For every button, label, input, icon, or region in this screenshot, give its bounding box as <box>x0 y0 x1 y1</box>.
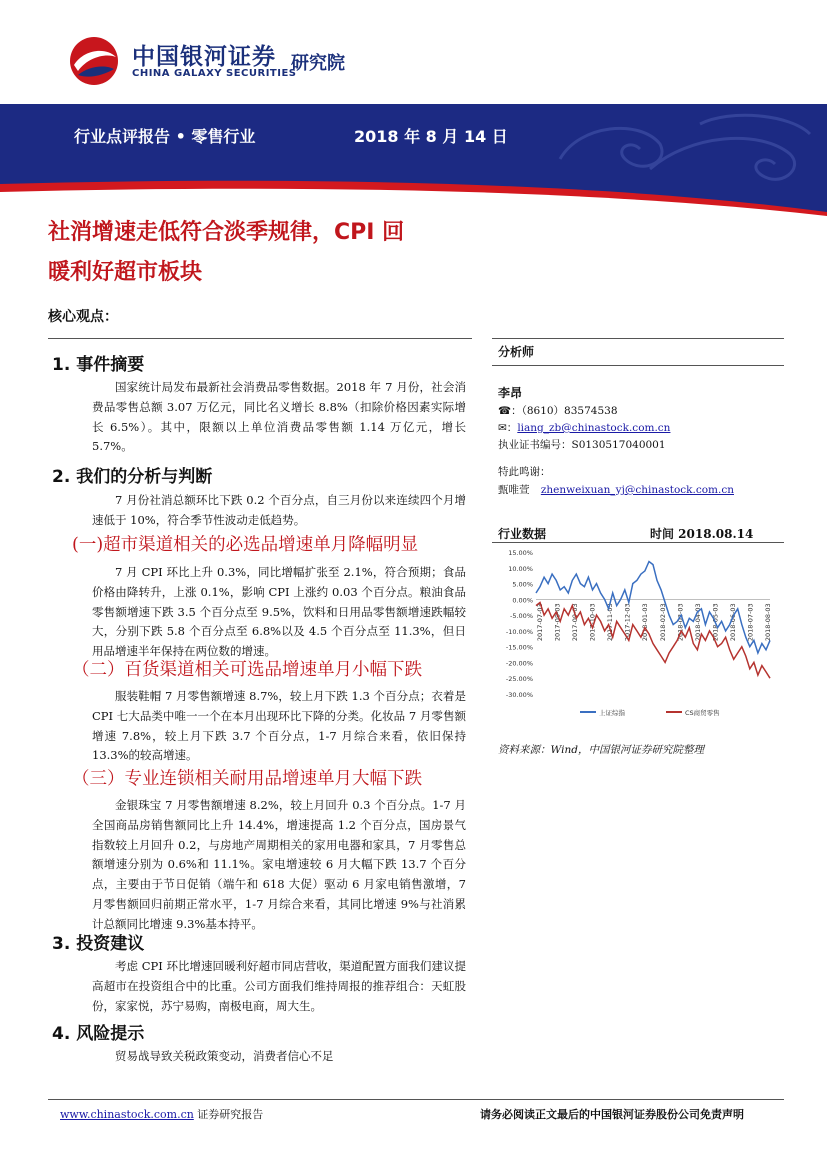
title-line-2: 暖利好超市板块 <box>48 260 203 285</box>
x-tick-label: 2017-10-03 <box>588 603 597 642</box>
footer-left-suffix: 证券研究报告 <box>193 1108 264 1121</box>
analyst-email-link[interactable]: liang_zb@chinastock.com.cn <box>517 422 671 434</box>
subsection-heading: （二）百货渠道相关可选品增速单月小幅下跌 <box>72 660 422 680</box>
section-heading: 3. 投资建议 <box>52 934 145 954</box>
analyst-email-row <box>498 420 670 435</box>
analyst-phone: ☎：（8610）83574538 <box>498 405 618 417</box>
email-icon: ✉： <box>498 422 518 434</box>
thanks-name: 甄唯萱 <box>498 484 530 496</box>
galaxy-logo-icon <box>68 35 120 87</box>
x-tick-label: 2018-04-03 <box>693 603 702 642</box>
x-tick-label: 2017-07-03 <box>536 603 544 642</box>
x-tick-label: 2017-11-03 <box>606 603 615 642</box>
industry-data-label: 行业数据 <box>498 527 547 541</box>
company-name-cn: 中国银河证券 <box>132 44 276 70</box>
thanks-label: 特此鸣谢： <box>498 466 551 478</box>
body-paragraph: 金银珠宝 7 月零售额增速 8.2%，较上月回升 0.3 个百分点。1-7 月全国商品房销售额同比上升 14.4%，增速提高 1.2 个百分点，国房景气指数较上月回升 0.2，与房地产周期相关的家用电器和家具，7 月零售总额增速分别为 0.6%和 11.1%。家电增速较 6 月大幅下跌 13.7 个百分点，主要由于节日促销（端午和 618 大促）驱动 6 月家电销售激增，7 月零售额回归前期正常水平，1-7 月综合来看，其同比增速 9%与社消累计总额同比增速 9.3%基本持平。 <box>92 798 466 931</box>
body-paragraph: 国家统计局发布最新社会消费品零售数据。2018 年 7 月份，社会消费品零售总额 3.07 万亿元，同比名义增长 8.8%（扣除价格因素实际增长 6.5%）。其中，限额以上单位消费品零售额 1.14 万亿元，增长 5.7%。 <box>92 380 466 454</box>
y-tick-label: -25.00% <box>505 675 533 684</box>
analyst-name: 李昂 <box>498 386 523 400</box>
chart-source: 资料来源：Wind，中国银河证券研究院整理 <box>498 744 704 756</box>
core-view-label: 核心观点： <box>48 309 118 325</box>
y-tick-label: -30.00% <box>505 691 533 699</box>
footer-left <box>60 1106 263 1122</box>
analyst-cert: 执业证书编号：S0130517040001 <box>498 439 666 451</box>
y-tick-label: 15.00% <box>508 549 533 557</box>
report-title <box>48 214 478 292</box>
body-paragraph: 7 月 CPI 环比上升 0.3%，同比增幅扩张至 2.1%，符合预期；食品价格由降转升，上涨 0.1%，影响 CPI 上涨约 0.03 个百分点。粮油食品零售额增速下跌 3.5 个百分点至 9.5%，饮料和日用品零售额增速跌幅较大，分别下跌 5.8 个百分点至 6.8%以及 4.5 个百分点至 11.3%，但日用品增速半年保持在两位数的增速。 <box>92 565 466 659</box>
industry-data-time: 时间 2018.08.14 <box>650 527 754 541</box>
x-tick-label: 2017-08-03 <box>553 603 562 642</box>
legend-label: 上证综指 <box>599 709 625 717</box>
report-type: 行业点评报告 • 零售行业 <box>74 127 256 146</box>
body-paragraph: 7 月份社消总额环比下跌 0.2 个百分点，自三月份以来连续四个月增速低于 10%，符合季节性波动走低趋势。 <box>92 493 466 527</box>
x-tick-label: 2018-02-03 <box>658 603 667 642</box>
title-line-1: 社消增速走低符合淡季规律，CPI 回 <box>48 220 405 245</box>
y-tick-label: -10.00% <box>505 627 533 636</box>
y-tick-label: 5.00% <box>512 580 533 589</box>
website-link[interactable]: www.chinastock.com.cn <box>60 1108 194 1121</box>
x-tick-label: 2018-07-03 <box>746 603 755 642</box>
legend-label: CS商贸零售 <box>685 709 720 717</box>
section-divider <box>48 338 472 339</box>
disclaimer-note: 请务必阅读正文最后的中国银河证券股份公司免责声明 <box>480 1108 744 1121</box>
y-tick-label: -20.00% <box>505 659 533 668</box>
analyst-top-rule <box>492 338 784 339</box>
x-tick-label: 2018-03-03 <box>676 603 685 642</box>
analyst-label: 分析师 <box>498 345 535 359</box>
header-banner <box>0 104 827 216</box>
y-tick-label: 0.00% <box>512 596 533 605</box>
analyst-bottom-rule <box>492 365 784 366</box>
body-paragraph: 考虑 CPI 环比增速回暖利好超市同店营收，渠道配置方面我们建议提高超市在投资组合中的比重。公司方面我们维持周报的推荐组合：天虹股份，家家悦，苏宁易购，南极电商，周大生。 <box>92 959 466 1013</box>
institute-label: 研究院 <box>291 53 345 74</box>
thanks-email-link[interactable]: zhenweixuan_yj@chinastock.com.cn <box>540 484 734 496</box>
thanks-row <box>498 482 734 497</box>
company-name-en: CHINA GALAXY SECURITIES <box>132 68 297 79</box>
x-tick-label: 2017-09-03 <box>571 603 580 642</box>
industry-line-chart <box>494 546 782 724</box>
x-tick-label: 2017-12-03 <box>623 603 632 642</box>
y-tick-label: -15.00% <box>505 643 533 652</box>
subsection-heading: (一)超市渠道相关的必选品增速单月降幅明显 <box>72 535 419 555</box>
subsection-heading: （三）专业连锁相关耐用品增速单月大幅下跌 <box>72 769 422 789</box>
body-paragraph: 服装鞋帽 7 月零售额增速 8.7%，较上月下跌 1.3 个百分点；衣着是 CPI 七大品类中唯一一个在本月出现环比下降的分类。化妆品 7 月零售额增速 7.8%，较上月下跌 3.7 个百分点，1-7 月综合来看，依旧保持 13.3%的较高增速。 <box>92 689 466 763</box>
footer-rule <box>48 1099 784 1100</box>
y-tick-label: 10.00% <box>508 564 533 573</box>
y-tick-label: -5.00% <box>510 612 533 621</box>
x-tick-label: 2018-08-03 <box>764 603 772 642</box>
x-tick-label: 2018-06-03 <box>728 603 737 642</box>
industry-rule <box>492 542 784 543</box>
section-heading: 1. 事件摘要 <box>52 355 145 375</box>
x-tick-label: 2018-05-03 <box>711 603 720 642</box>
section-heading: 2. 我们的分析与判断 <box>52 467 213 487</box>
report-date: 2018 年 8 月 14 日 <box>354 127 508 146</box>
x-tick-label: 2018-01-03 <box>641 603 650 642</box>
body-paragraph: 贸易战导致关税政策变动，消费者信心不足 <box>115 1049 334 1063</box>
section-heading: 4. 风险提示 <box>52 1024 145 1044</box>
